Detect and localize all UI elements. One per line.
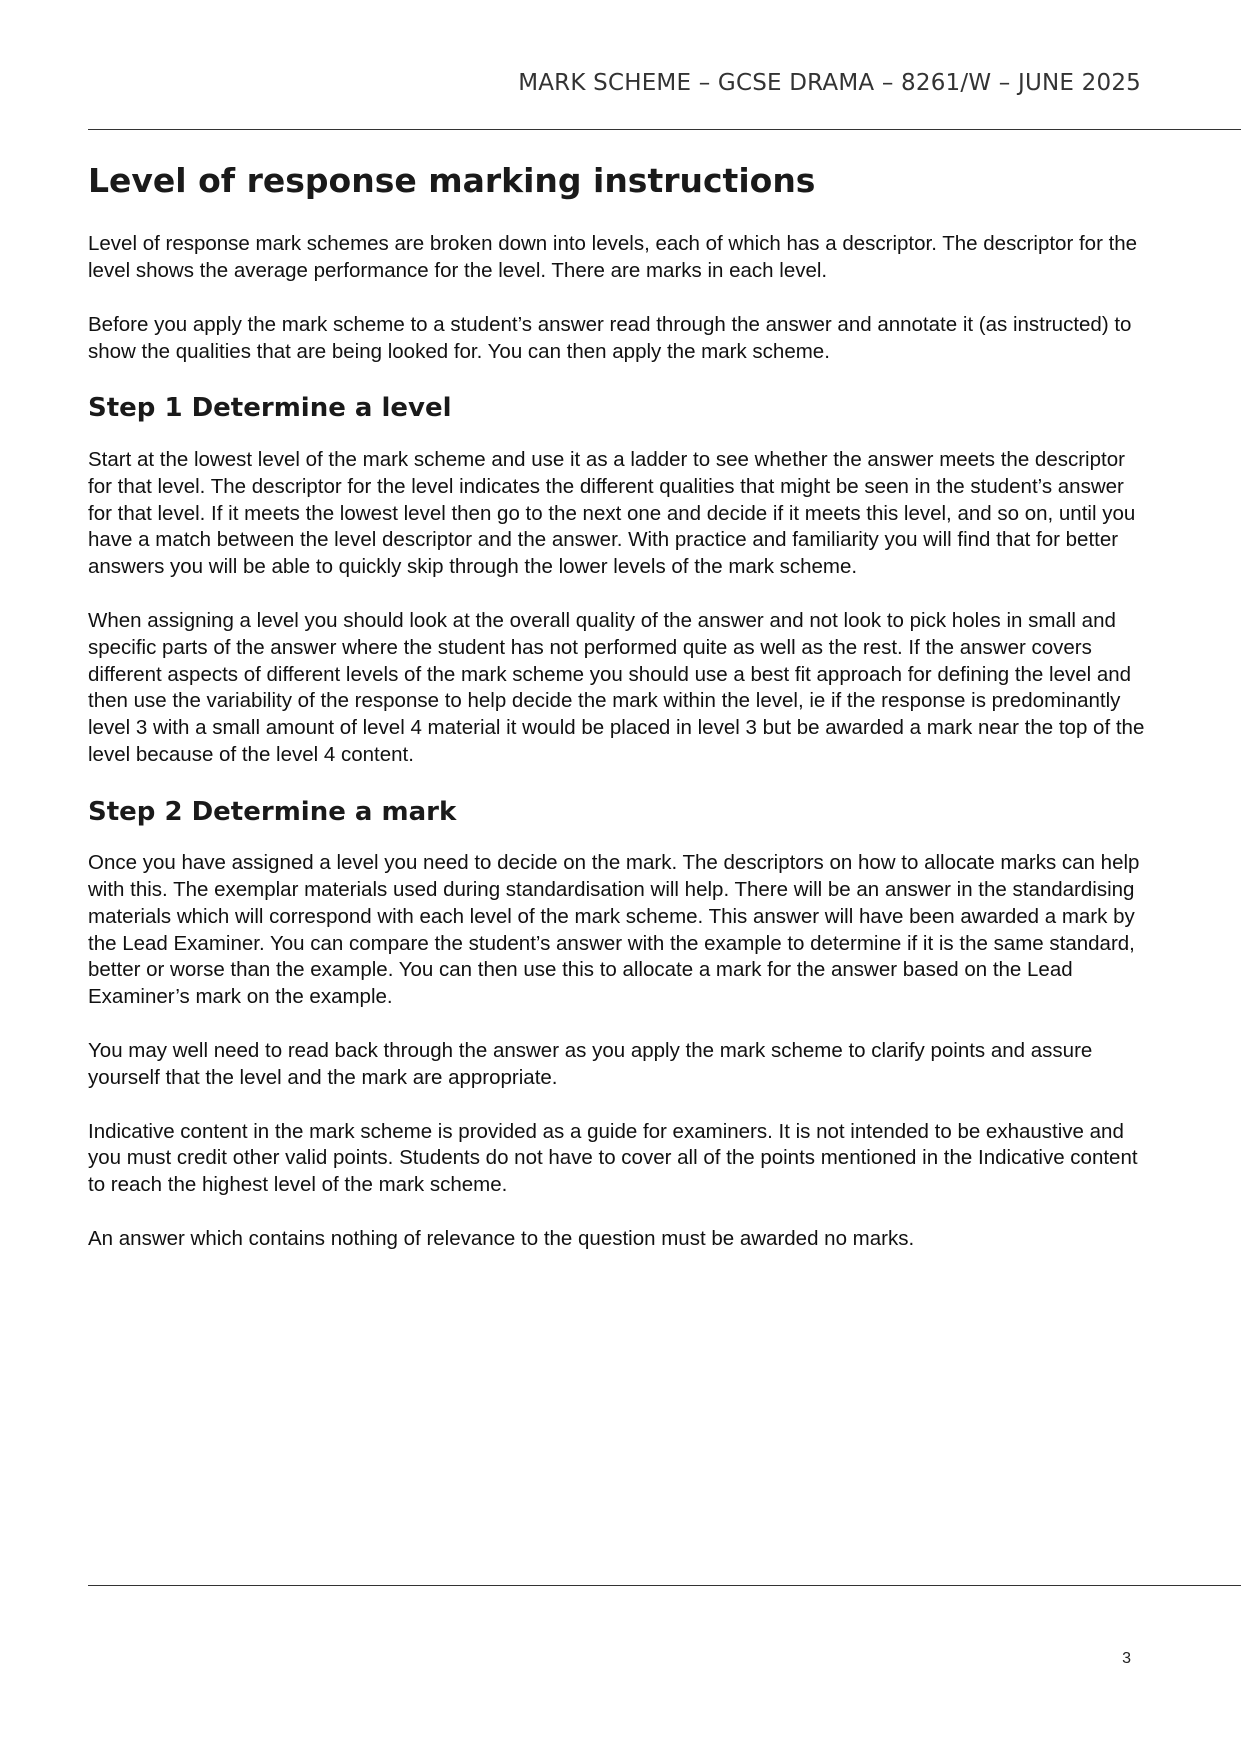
step1-paragraph: Start at the lowest level of the mark scheme and use it as a ladder to see whether the answer meets the descriptor for that level. The descriptor for the level indicates the different qualities that might be seen in the student’s answer for that level. If it meets the lowest level then go to the next one and decide if it meets this level, and so on, until you have a match between the level descriptor and the answer. With practice and familiarity you will find that for better answers you will be able to quickly skip through the lower levels of the mark scheme. (88, 447, 1136, 579)
header-divider (88, 129, 1241, 130)
page-title: Level of response marking instructions (88, 161, 816, 200)
step2-paragraph: Indicative content in the mark scheme is provided as a guide for examiners. It is not intended to be exhaustive and you must credit other valid points. Students do not have to cover all of the points mentioned in the Indicative content to reach the highest level of the mark scheme. (88, 1119, 1138, 1197)
step1-heading: Step 1 Determine a level (88, 393, 452, 424)
step2-paragraph: Once you have assigned a level you need to decide on the mark. The descriptors on how to allocate marks can help with this. The exemplar materials used during standardisation will help. There will be an answer in the standardising materials which will correspond with each level of the mark scheme. This answer will have been awarded a mark by the Lead Examiner. You can compare the student’s answer with the example to determine if it is the same standard, better or worse than the example. You can then use this to allocate a mark for the answer based on the Lead Examiner’s mark on the example. (88, 851, 1140, 1009)
step2-heading: Step 2 Determine a mark (88, 796, 457, 827)
intro-paragraph: Before you apply the mark scheme to a student’s answer read through the answer and annotate it (as instructed) to show the qualities that are being looked for. You can then apply the mark scheme. (88, 312, 1132, 363)
intro-paragraph: Level of response mark schemes are broken down into levels, each of which has a descriptor. The descriptor for the level shows the average performance for the level. There are marks in each level. (88, 232, 1138, 283)
step1-paragraph: When assigning a level you should look at the overall quality of the answer and not look to pick holes in small and specific parts of the answer where the student has not performed quite as well as the rest. If the answer covers different aspects of different levels of the mark scheme you should use a best fit approach for defining the level and then use the variability of the response to help decide the mark within the level, ie if the response is predominantly level 3 with a small amount of level 4 material it would be placed in level 3 but be awarded a mark near the top of the level because of the level 4 content. (88, 608, 1145, 766)
page-number: 3 (1122, 1650, 1131, 1667)
header-title: MARK SCHEME – GCSE DRAMA – 8261/W – JUNE 2025 (518, 70, 1141, 96)
main-content (88, 160, 1148, 1280)
step2-paragraph: An answer which contains nothing of relevance to the question must be awarded no marks. (88, 1226, 915, 1250)
footer-divider (88, 1585, 1241, 1586)
step2-paragraph: You may well need to read back through the answer as you apply the mark scheme to clarify points and assure yourself that the level and the mark are appropriate. (88, 1038, 1093, 1089)
